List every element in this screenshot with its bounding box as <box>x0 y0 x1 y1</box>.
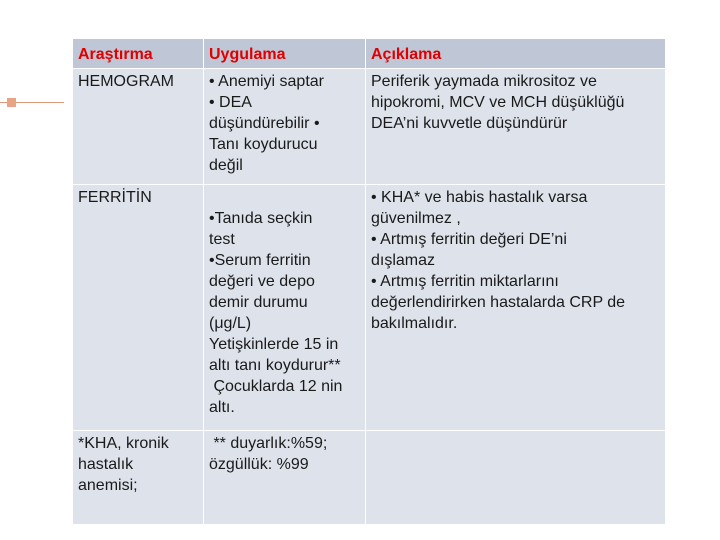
header-application: Uygulama <box>204 39 366 69</box>
application-line: • DEA <box>209 94 252 111</box>
header-row <box>73 39 666 69</box>
explanation-line: değerlendirirken hastalarda CRP de <box>371 294 626 311</box>
application-line: değil <box>209 157 243 174</box>
decorative-square <box>7 98 16 107</box>
spacer <box>209 187 360 208</box>
explanation-line: • Artmış ferritin miktarlarını <box>371 273 559 290</box>
table-row <box>73 185 666 431</box>
explanation-line: • KHA* ve habis hastalık varsa <box>371 189 588 206</box>
table-row <box>73 69 666 185</box>
explanation-line: Periferik yaymada mikrositoz ve <box>371 73 597 90</box>
explanation-line: DEA’ni kuvvetle düşündürür <box>371 115 568 132</box>
application-line: altı tanı koydurur** <box>209 357 341 374</box>
footnote-line: *KHA, kronik <box>78 435 169 452</box>
application-line: Tanı koydurucu <box>209 136 318 153</box>
cell-explanation <box>366 185 666 431</box>
application-line: demir durumu <box>209 294 308 311</box>
cell-explanation-empty <box>366 431 666 525</box>
explanation-line: hipokromi, MCV ve MCH düşüklüğü <box>371 94 625 111</box>
application-line: Çocuklarda 12 nin <box>209 378 343 395</box>
explanation-line: güvenilmez , <box>371 210 461 227</box>
footnote-line: hastalık <box>78 456 134 473</box>
header-explanation: Açıklama <box>366 39 666 69</box>
cell-application <box>204 69 366 185</box>
cell-application <box>204 185 366 431</box>
application-line: altı. <box>209 399 235 416</box>
cell-test <box>73 185 204 431</box>
test-name: FERRİTİN <box>78 189 152 206</box>
application-line: •Serum ferritin <box>209 252 311 269</box>
explanation-line: dışlamaz <box>371 252 436 269</box>
application-line: düşündürebilir • <box>209 115 320 132</box>
footnote-line: anemisi; <box>78 477 138 494</box>
header-test: Araştırma <box>73 39 204 69</box>
application-line: test <box>209 231 235 248</box>
diagnostic-table <box>72 38 666 525</box>
application-line: Yetişkinlerde 15 in <box>209 336 339 353</box>
application-line: değeri ve depo <box>209 273 315 290</box>
footnote-line: özgüllük: %99 <box>209 456 309 473</box>
test-name: HEMOGRAM <box>78 73 174 90</box>
cell-explanation <box>366 69 666 185</box>
explanation-line: • Artmış ferritin değeri DE’ni <box>371 231 567 248</box>
table-row <box>73 431 666 525</box>
cell-test <box>73 431 204 525</box>
footnote-line: ** duyarlık:%59; <box>209 435 328 452</box>
explanation-line: bakılmalıdır. <box>371 315 458 332</box>
cell-application <box>204 431 366 525</box>
application-line: •Tanıda seçkin <box>209 210 313 227</box>
application-line: • Anemiyi saptar <box>209 73 324 90</box>
application-line: (μg/L) <box>209 315 252 332</box>
cell-test <box>73 69 204 185</box>
